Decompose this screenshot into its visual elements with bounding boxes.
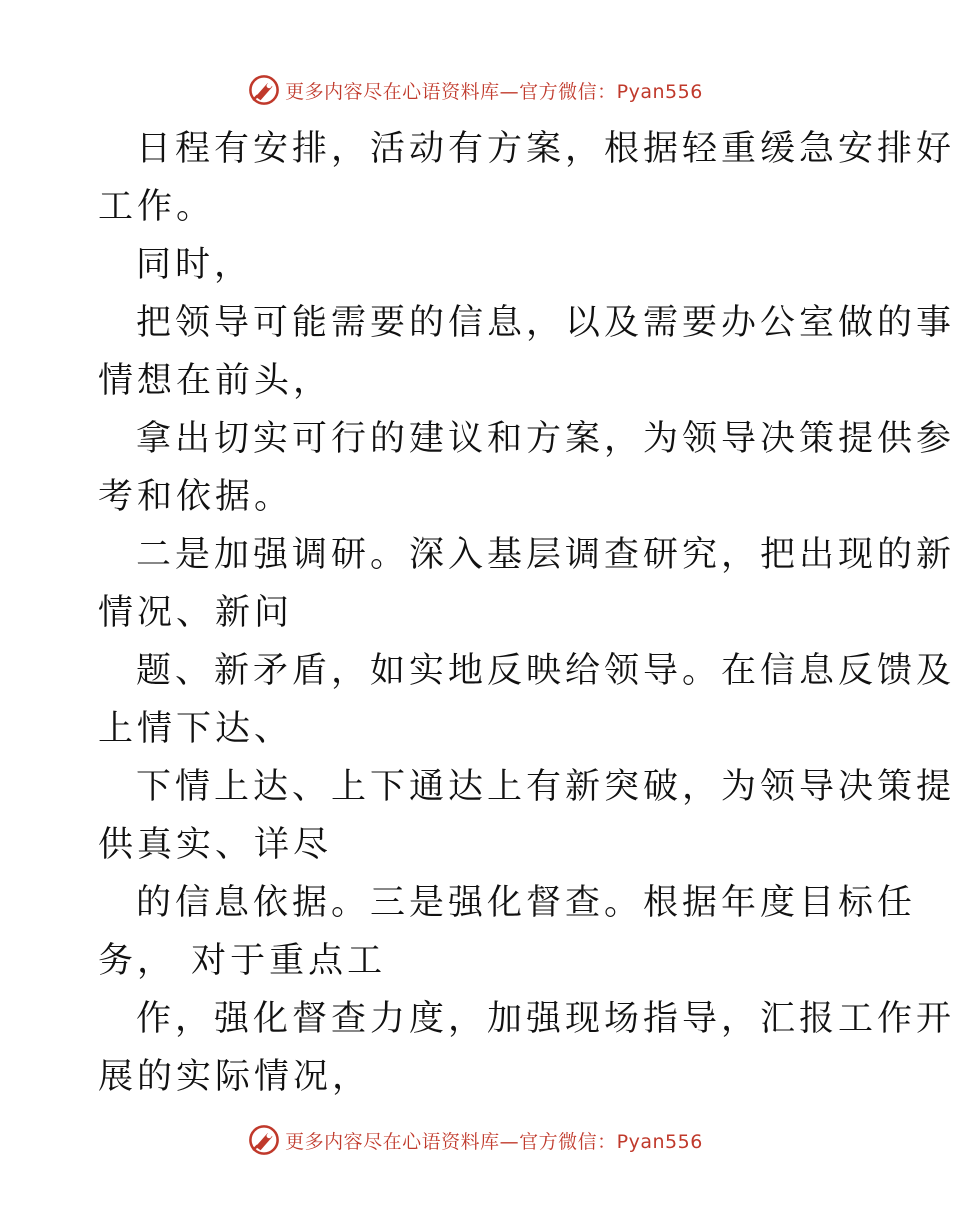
body-line: 情况、新问: [98, 593, 294, 633]
body-line: 上情下达、: [98, 709, 294, 749]
body-line: 题、新矛盾，如实地反映给领导。在信息反馈及: [136, 651, 955, 691]
body-line: 拿出切实可行的建议和方案，为领导决策提供参: [136, 419, 955, 459]
body-line: 作，强化督查力度，加强现场指导，汇报工作开: [136, 999, 955, 1039]
body-line: 务， 对于重点工: [98, 941, 387, 981]
header-banner-text: 更多内容尽在心语资料库—官方微信：Pyan556: [285, 80, 703, 103]
document-body: [98, 120, 955, 1106]
body-line: 日程有安排，活动有方案，根据轻重缓急安排好: [136, 129, 955, 169]
footer-banner: [0, 1120, 950, 1160]
body-line: 展的实际情况，: [98, 1057, 372, 1097]
body-line: 考和依据。: [98, 477, 294, 517]
body-line: 供真实、详尽: [98, 825, 333, 865]
pen-nib-logo-icon: [247, 1123, 281, 1157]
body-line: 工作。: [98, 187, 216, 227]
body-line: 二是加强调研。深入基层调查研究，把出现的新: [136, 535, 955, 575]
body-line: 情想在前头，: [98, 361, 333, 401]
header-banner: [0, 70, 950, 110]
pen-nib-logo-icon: [247, 73, 281, 107]
body-line: 把领导可能需要的信息，以及需要办公室做的事: [136, 303, 955, 343]
body-line: 下情上达、上下通达上有新突破，为领导决策提: [136, 767, 955, 807]
footer-banner-text: 更多内容尽在心语资料库—官方微信：Pyan556: [285, 1130, 703, 1153]
body-line: 同时，: [136, 245, 254, 285]
body-line: 的信息依据。三是强化督查。根据年度目标任: [136, 883, 917, 923]
